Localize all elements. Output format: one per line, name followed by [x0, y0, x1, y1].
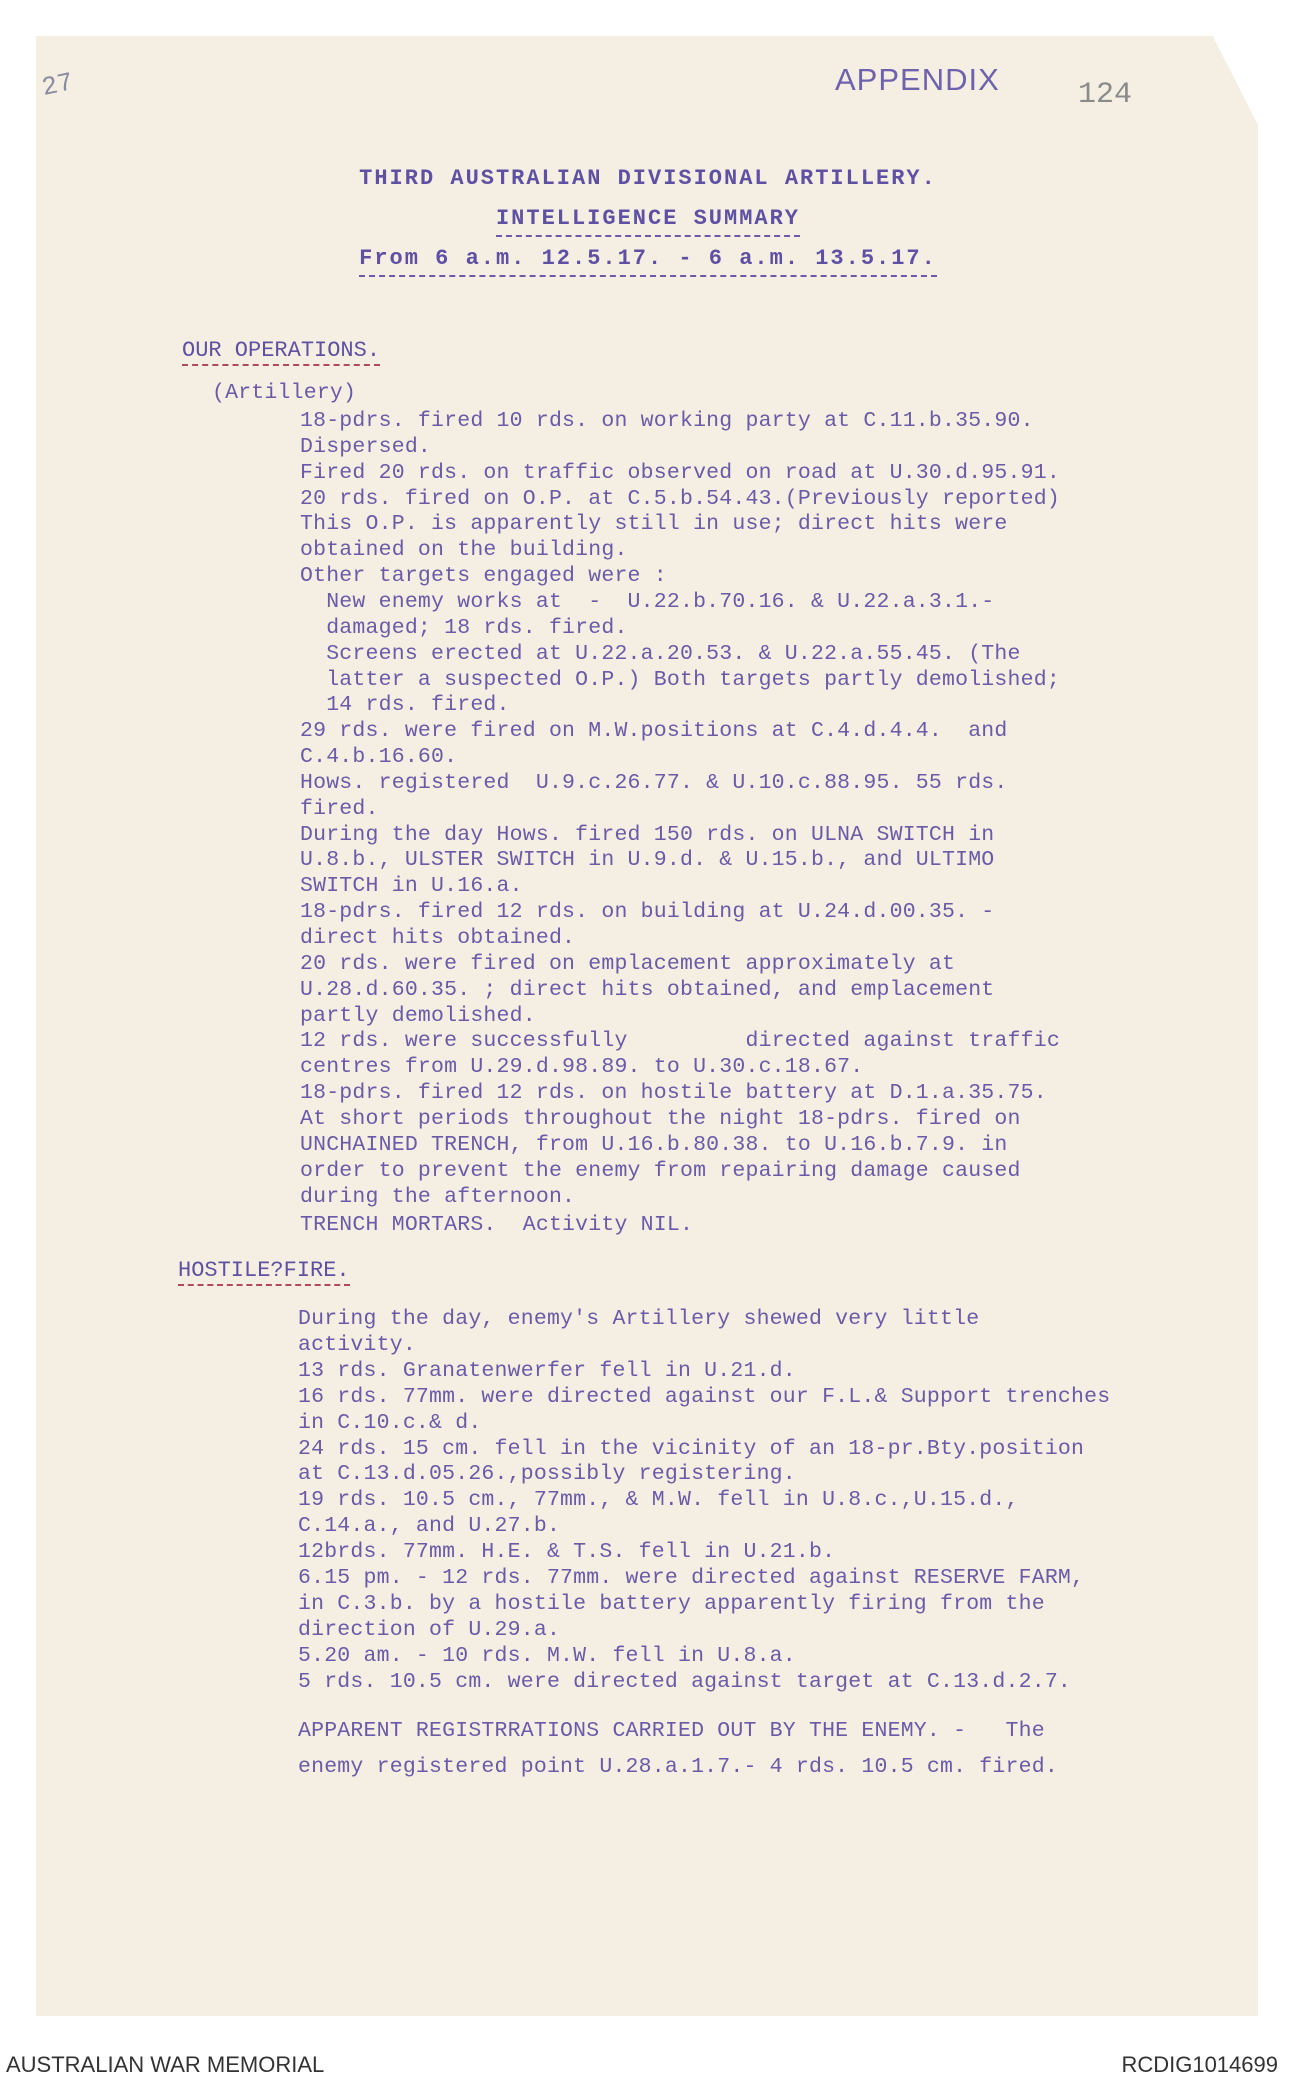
text-line: 6.15 pm. - 12 rds. 77mm. were directed against RESERVE FARM, [298, 1566, 1085, 1590]
text-line: 5.20 am. - 10 rds. M.W. fell in U.8.a. [298, 1643, 796, 1668]
text-line: 24 rds. 15 cm. fell in the vicinity of an 18-pr.Bty.position [298, 1436, 1085, 1461]
title-line-3 [0, 246, 1296, 271]
text-line: 5 rds. 10.5 cm. were directed against target at C.13.d.2.7. [298, 1669, 1072, 1694]
footer-id: RCDIG1014699 [1121, 2052, 1278, 2077]
text-line: 20 rds. fired on O.P. at C.5.b.54.43.(Previously reported) [300, 486, 1060, 511]
text-line: order to prevent the enemy from repairing damage caused [300, 1158, 1021, 1183]
text-line: Dispersed. [300, 434, 432, 459]
text-line: C.14.a., and U.27.b. [298, 1514, 561, 1539]
text-line: latter a suspected O.P.) Both targets partly demolished; [300, 667, 1060, 692]
text-line: Hows. registered U.9.c.26.77. & U.10.c.88.95. 55 rds. [300, 770, 1008, 795]
title-line-2-text: INTELLIGENCE SUMMARY [496, 206, 800, 237]
folio-number: 124 [1078, 78, 1133, 112]
text-line: direct hits obtained. [300, 926, 576, 950]
corner-pencil-mark: 27 [39, 67, 76, 103]
appendix-stamp: APPENDIX [835, 62, 1000, 97]
text-line: at C.13.d.05.26.,possibly registering. [298, 1462, 796, 1487]
text-line: 20 rds. were fired on emplacement approximately at [300, 951, 956, 976]
title-line-3-text: From 6 a.m. 12.5.17. - 6 a.m. 13.5.17. [359, 246, 937, 277]
text-line: 19 rds. 10.5 cm., 77mm., & M.W. fell in U.8.c.,U.15.d., [298, 1488, 1019, 1513]
text-line: Fired 20 rds. on traffic observed on road at U.30.d.95.91. [300, 460, 1060, 485]
text-line: At short periods throughout the night 18-pdrs. fired on [300, 1106, 1021, 1131]
text-line: fired. [300, 796, 379, 821]
text-line: damaged; 18 rds. fired. [300, 615, 628, 640]
text-line: 18-pdrs. fired 12 rds. on hostile battery at D.1.a.35.75. [300, 1081, 1047, 1106]
text-line: 12 rds. were successfully directed against traffic [300, 1029, 1060, 1054]
text-line: UNCHAINED TRENCH, from U.16.b.80.38. to U.16.b.7.9. in [300, 1132, 1008, 1157]
text-line: 13 rds. Granatenwerfer fell in U.21.d. [298, 1358, 796, 1383]
registrations-line-1: APPARENT REGISTRRATIONS CARRIED OUT BY THE ENEMY. - The [298, 1719, 1045, 1743]
title-line-1: THIRD AUSTRALIAN DIVISIONAL ARTILLERY. [359, 166, 937, 191]
trench-mortars-line: TRENCH MORTARS. Activity NIL. [300, 1213, 694, 1237]
text-line: in C.10.c.& d. [298, 1410, 482, 1435]
text-line: centres from U.29.d.98.89. to U.30.c.18.67. [300, 1055, 864, 1080]
artillery-subheading: (Artillery) [212, 381, 357, 405]
text-line: New enemy works at - U.22.b.70.16. & U.22.a.3.1.- [300, 589, 995, 614]
text-line: This O.P. is apparently still in use; direct hits were [300, 512, 1008, 537]
text-line: During the day, enemy's Artillery shewed very little [298, 1307, 980, 1331]
text-line: partly demolished. [300, 1003, 536, 1028]
text-line: 16 rds. 77mm. were directed against our F.L.& Support trenches [298, 1384, 1111, 1409]
text-line: Other targets engaged were : [300, 564, 667, 589]
text-line: during the afternoon. [300, 1184, 576, 1209]
footer-source: AUSTRALIAN WAR MEMORIAL [6, 2052, 325, 2077]
title-line-2 [0, 206, 1296, 231]
hostile-fire-heading: HOSTILE?FIRE. [178, 1258, 350, 1286]
text-line: obtained on the building. [300, 538, 628, 563]
our-operations-heading: OUR OPERATIONS. [182, 338, 380, 366]
text-line: direction of U.29.a. [298, 1617, 561, 1642]
text-line: in C.3.b. by a hostile battery apparently firing from the [298, 1591, 1045, 1616]
text-line: U.8.b., ULSTER SWITCH in U.9.d. & U.15.b., and ULTIMO [300, 848, 995, 873]
text-line: During the day Hows. fired 150 rds. on ULNA SWITCH in [300, 822, 995, 847]
text-line: C.4.b.16.60. [300, 745, 458, 770]
text-line: 18-pdrs. fired 12 rds. on building at U.24.d.00.35. - [300, 900, 995, 925]
text-line: SWITCH in U.16.a. [300, 874, 523, 899]
text-line: 14 rds. fired. [300, 693, 510, 718]
text-line: activity. [298, 1332, 416, 1357]
text-line: 29 rds. were fired on M.W.positions at C.4.d.4.4. and [300, 719, 1008, 744]
registrations-line-2: enemy registered point U.28.a.1.7.- 4 rds. 10.5 cm. fired. [298, 1755, 1058, 1779]
text-line: U.28.d.60.35. ; direct hits obtained, and emplacement [300, 977, 995, 1002]
text-line: 18-pdrs. fired 10 rds. on working party at C.11.b.35.90. [300, 409, 1034, 433]
text-line: 12brds. 77mm. H.E. & T.S. fell in U.21.b. [298, 1540, 836, 1565]
text-line: Screens erected at U.22.a.20.53. & U.22.a.55.45. (The [300, 641, 1021, 666]
